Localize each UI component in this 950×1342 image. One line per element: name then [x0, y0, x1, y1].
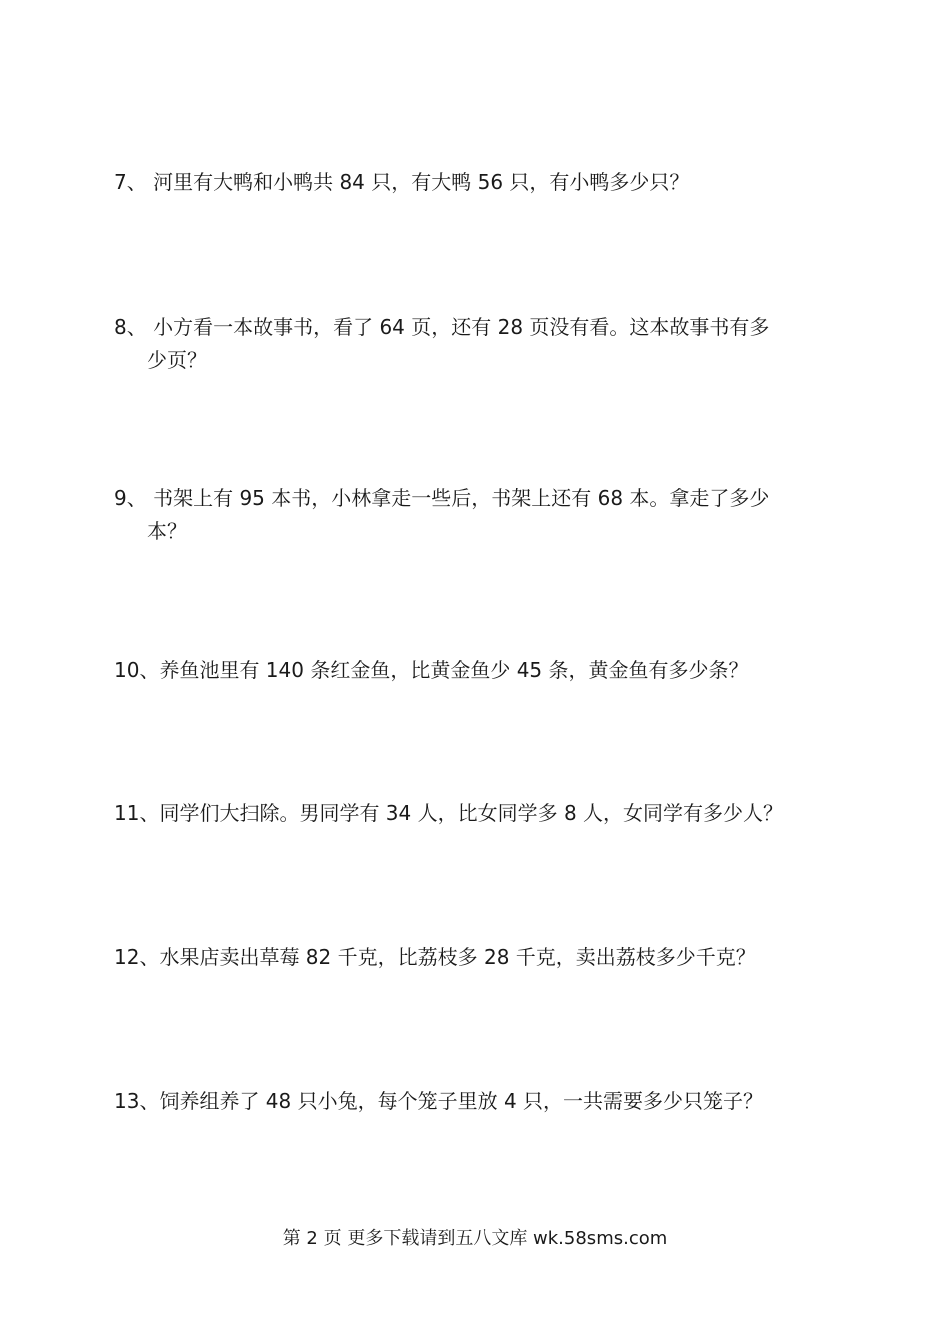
problem-11-text: 11、同学们大扫除。男同学有 34 人，比女同学多 8 人，女同学有多少人？	[114, 801, 784, 825]
problem-11	[114, 797, 844, 830]
problem-12-text: 12、水果店卖出草莓 82 千克，比荔枝多 28 千克，卖出荔枝多少千克？	[114, 945, 756, 969]
problem-10-text: 10、养鱼池里有 140 条红金鱼，比黄金鱼少 45 条，黄金鱼有多少条？	[114, 658, 749, 682]
problem-9-text: 9、 书架上有 95 本书，小林拿走一些后，书架上还有 68 本。拿走了多少	[114, 486, 770, 510]
problem-8-text: 8、 小方看一本故事书，看了 64 页，还有 28 页没有看。这本故事书有多	[114, 315, 770, 339]
problem-10	[114, 654, 844, 687]
problem-13-text: 13、饲养组养了 48 只小兔，每个笼子里放 4 只，一共需要多少只笼子？	[114, 1089, 764, 1113]
problem-9	[114, 482, 844, 548]
problem-13	[114, 1085, 844, 1118]
problem-7	[114, 166, 844, 199]
problem-8-continuation: 少页？	[147, 348, 207, 372]
problem-8	[114, 311, 844, 377]
page-footer: 第 2 页 更多下载请到五八文库 wk.58sms.com	[282, 1228, 668, 1249]
problem-12	[114, 941, 844, 974]
problem-9-continuation: 本？	[147, 519, 187, 543]
problem-7-text: 7、 河里有大鸭和小鸭共 84 只，有大鸭 56 只，有小鸭多少只？	[114, 170, 690, 194]
